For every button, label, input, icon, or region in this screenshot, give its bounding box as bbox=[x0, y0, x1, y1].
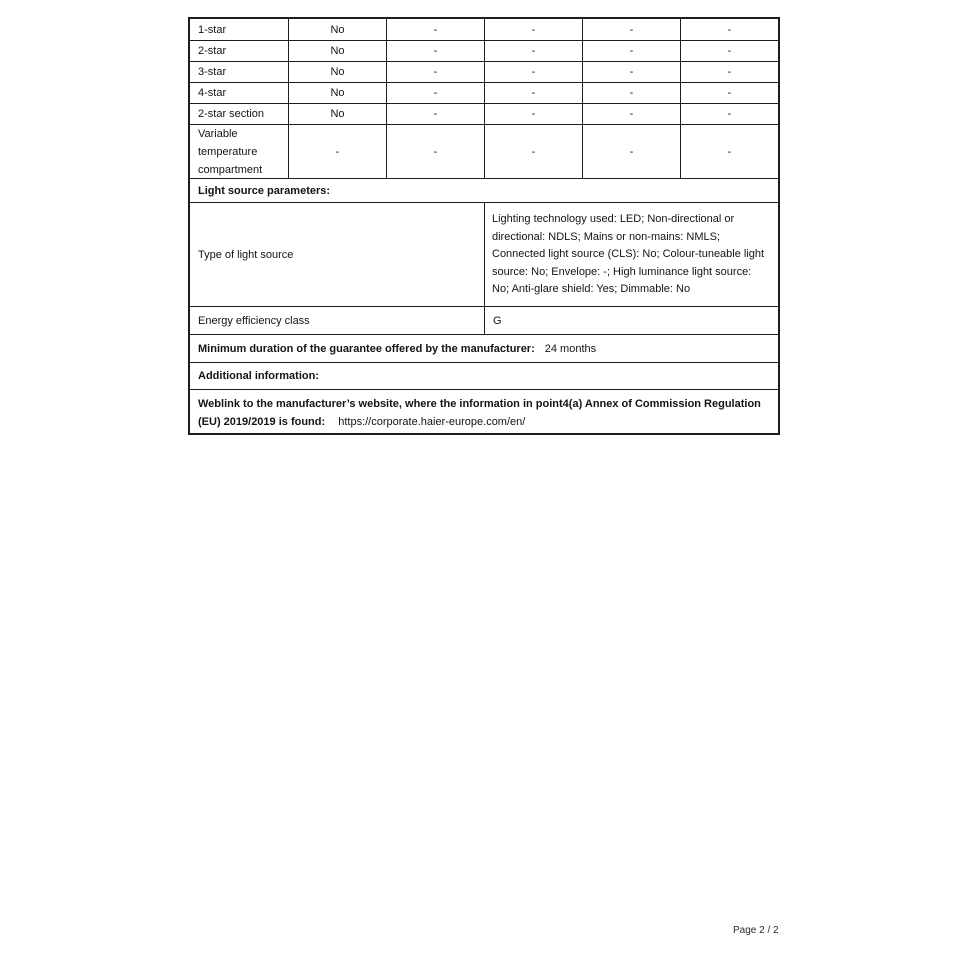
cell-value: No bbox=[288, 19, 386, 40]
cell-value: - bbox=[386, 62, 484, 82]
cell-value: - bbox=[386, 125, 484, 178]
cell-value: No bbox=[288, 41, 386, 61]
guarantee-row-content bbox=[190, 335, 778, 362]
row-label: 1-star bbox=[198, 23, 227, 36]
table-row-1-star bbox=[190, 19, 778, 40]
cell-value: - bbox=[582, 83, 680, 103]
cell-value: - bbox=[680, 62, 778, 82]
table-row-4-star bbox=[190, 82, 778, 103]
product-fiche-table bbox=[188, 17, 780, 435]
table-row-light-source-header bbox=[190, 178, 778, 202]
cell-value: - bbox=[582, 41, 680, 61]
cell-value: - bbox=[484, 83, 582, 103]
cell-value: - bbox=[680, 41, 778, 61]
manufacturer-weblink: https://corporate.haier-europe.com/en/ bbox=[338, 416, 526, 428]
page-number: Page 2 / 2 bbox=[733, 925, 779, 936]
cell-value: - bbox=[484, 19, 582, 40]
table-row-3-star bbox=[190, 61, 778, 82]
cell-value: - bbox=[680, 19, 778, 40]
table-row-energy-efficiency-class bbox=[190, 306, 778, 334]
cell-value: - bbox=[582, 104, 680, 124]
cell-value: No bbox=[288, 83, 386, 103]
cell-value: - bbox=[288, 125, 386, 178]
cell-value: - bbox=[386, 83, 484, 103]
row-label: Variable temperature compartment bbox=[198, 127, 263, 176]
energy-class-value: G bbox=[484, 307, 778, 334]
row-label: Minimum duration of the guarantee offered by the manufacturer: bbox=[198, 342, 535, 355]
table-row-guarantee bbox=[190, 334, 778, 362]
cell-value: No bbox=[288, 62, 386, 82]
row-label: Additional information: bbox=[198, 370, 319, 382]
table-row-2-star-section bbox=[190, 103, 778, 124]
cell-value: - bbox=[680, 125, 778, 178]
cell-value: - bbox=[680, 83, 778, 103]
cell-value: - bbox=[484, 41, 582, 61]
cell-value: - bbox=[484, 104, 582, 124]
weblink-row-content bbox=[190, 390, 778, 435]
table-row-variable-temperature bbox=[190, 124, 778, 178]
cell-value: - bbox=[680, 104, 778, 124]
cell-value: - bbox=[386, 41, 484, 61]
cell-value: - bbox=[484, 125, 582, 178]
row-label: 3-star bbox=[198, 66, 227, 78]
row-label: Type of light source bbox=[198, 248, 294, 261]
table-row-type-of-light-source bbox=[190, 202, 778, 306]
guarantee-value: 24 months bbox=[544, 342, 597, 355]
row-label: Energy efficiency class bbox=[198, 314, 310, 327]
section-header: Light source parameters: bbox=[198, 184, 331, 197]
table-row-2-star bbox=[190, 40, 778, 61]
cell-value: No bbox=[288, 104, 386, 124]
cell-value: - bbox=[582, 125, 680, 178]
table-row-additional-information bbox=[190, 362, 778, 389]
row-label: Weblink to the manufacturer’s website, where the information in point4(a) Annex of Commission Regulation (EU) 2019/2019 is found: bbox=[198, 398, 761, 428]
cell-value: - bbox=[484, 62, 582, 82]
cell-value: - bbox=[386, 104, 484, 124]
cell-value: - bbox=[582, 62, 680, 82]
row-label: 2-star section bbox=[198, 108, 265, 120]
light-source-details: Lighting technology used: LED; Non-directional or directional: NDLS; Mains or non-mains: NMLS; Connected light source (CLS): No; Colour-tuneable light source: No; Envelope: -; High luminance light source: No; Anti-glare shield: Yes; Dimmable: No bbox=[484, 203, 778, 306]
cell-value: - bbox=[582, 19, 680, 40]
cell-value: - bbox=[386, 19, 484, 40]
row-label: 4-star bbox=[198, 87, 227, 99]
table-row-weblink bbox=[190, 389, 778, 433]
row-label: 2-star bbox=[198, 45, 227, 57]
